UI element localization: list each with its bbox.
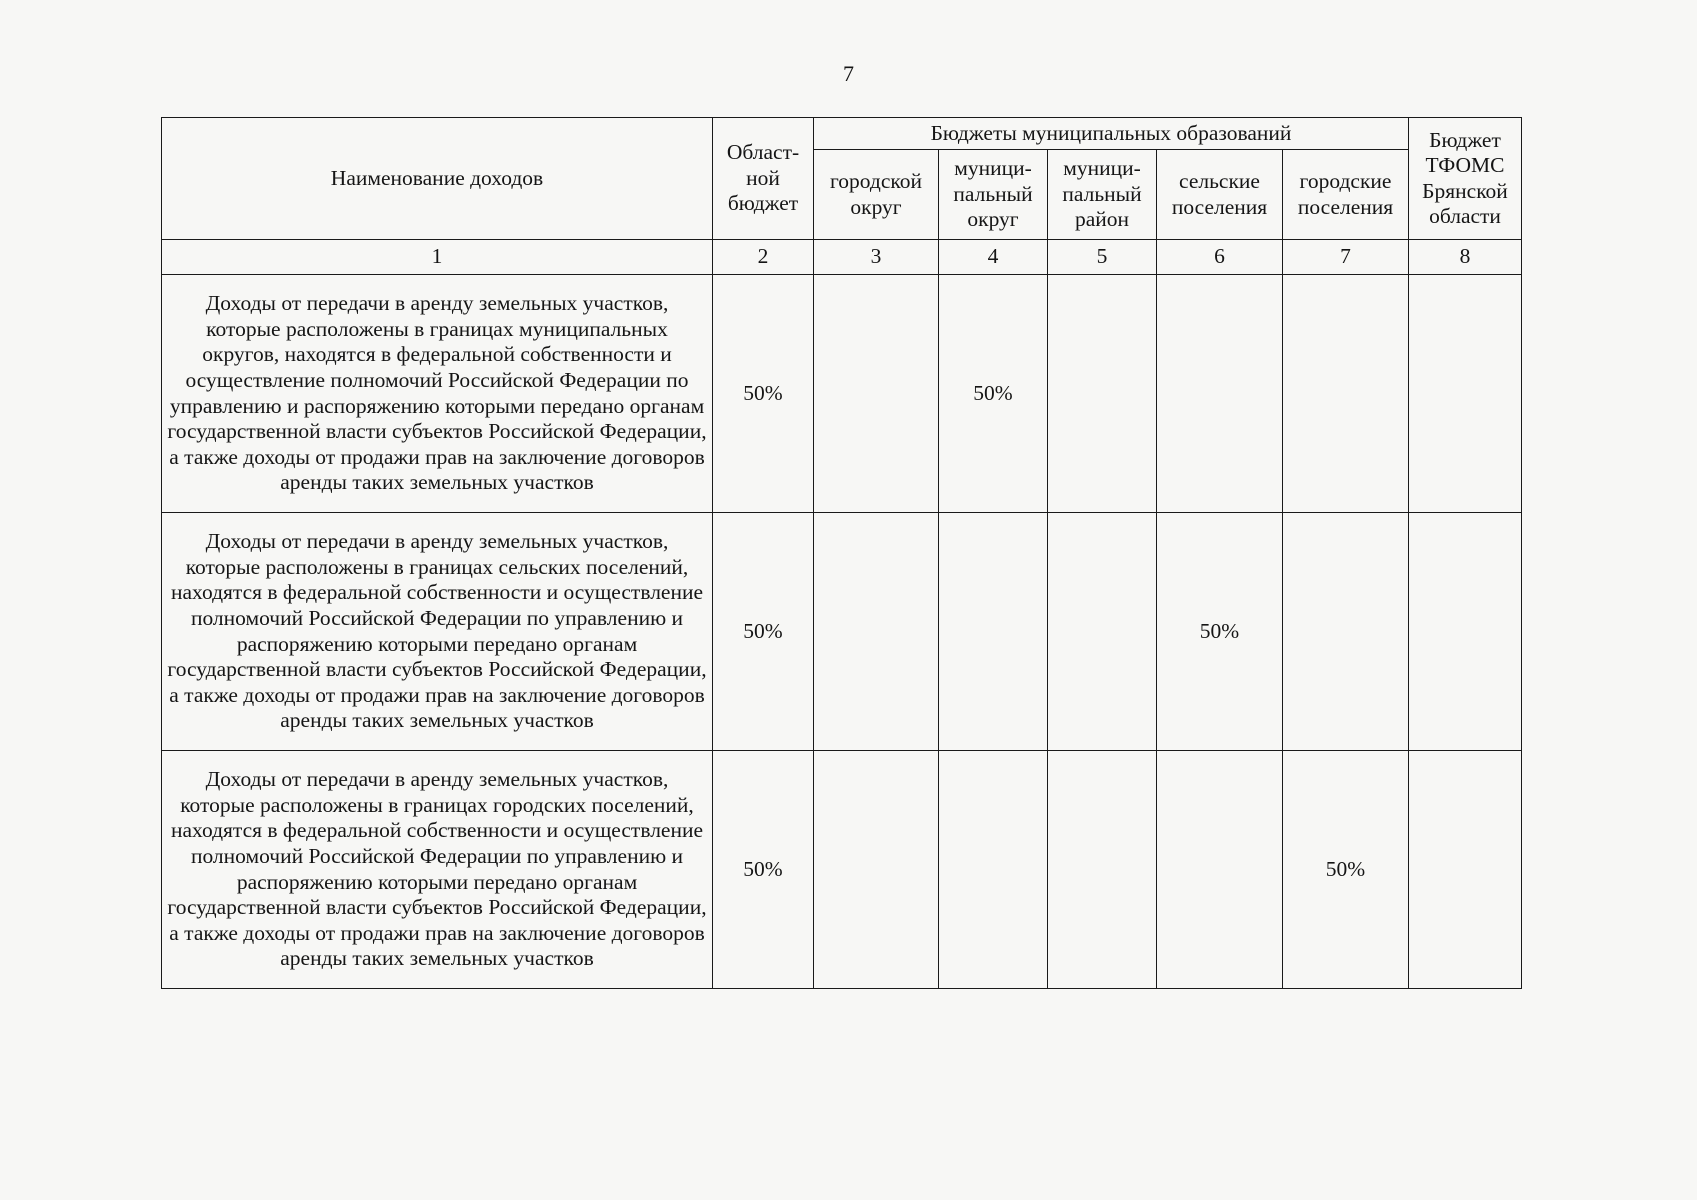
revenue-description: Доходы от передачи в аренду земельных участков, которые расположены в границах сельских поселений, находятся в федеральной собственности и осуществление полномочий Российской Федерации по управлению и распоряжению которыми передано органам государственной власти субъектов Российской Федерации, а также доходы от продажи прав на заключение договоров аренды таких земельных участков bbox=[162, 513, 713, 751]
header-municipal-area: муници- пальный район bbox=[1048, 150, 1157, 240]
header-revenue-name: Наименование доходов bbox=[162, 118, 713, 240]
city-district-share bbox=[814, 513, 939, 751]
column-number: 5 bbox=[1048, 240, 1157, 275]
header-tfoms-budget: Бюджет ТФОМС Брянской области bbox=[1409, 118, 1522, 240]
municipal-district-share bbox=[939, 513, 1048, 751]
urban-settlements-share: 50% bbox=[1283, 751, 1409, 989]
revenue-distribution-table bbox=[161, 117, 1522, 989]
city-district-share bbox=[814, 751, 939, 989]
column-number-row bbox=[162, 240, 1522, 275]
urban-settlements-share bbox=[1283, 275, 1409, 513]
tfoms-share bbox=[1409, 513, 1522, 751]
table-row bbox=[162, 275, 1522, 513]
header-municipal-district: муници- пальный округ bbox=[939, 150, 1048, 240]
header-municipal-budgets: Бюджеты муниципальных образований bbox=[814, 118, 1409, 150]
column-number: 7 bbox=[1283, 240, 1409, 275]
municipal-area-share bbox=[1048, 751, 1157, 989]
city-district-share bbox=[814, 275, 939, 513]
regional-share: 50% bbox=[713, 751, 814, 989]
table-row bbox=[162, 751, 1522, 989]
urban-settlements-share bbox=[1283, 513, 1409, 751]
rural-settlements-share: 50% bbox=[1157, 513, 1283, 751]
column-number: 1 bbox=[162, 240, 713, 275]
column-number: 6 bbox=[1157, 240, 1283, 275]
regional-share: 50% bbox=[713, 513, 814, 751]
table-row bbox=[162, 513, 1522, 751]
municipal-area-share bbox=[1048, 275, 1157, 513]
column-number: 3 bbox=[814, 240, 939, 275]
municipal-district-share bbox=[939, 751, 1048, 989]
column-number: 2 bbox=[713, 240, 814, 275]
municipal-district-share: 50% bbox=[939, 275, 1048, 513]
rural-settlements-share bbox=[1157, 275, 1283, 513]
rural-settlements-share bbox=[1157, 751, 1283, 989]
revenue-description: Доходы от передачи в аренду земельных участков, которые расположены в границах городских поселений, находятся в федеральной собственности и осуществление полномочий Российской Федерации по управлению и распоряжению которыми передано органам государственной власти субъектов Российской Федерации, а также доходы от продажи прав на заключение договоров аренды таких земельных участков bbox=[162, 751, 713, 989]
column-number: 4 bbox=[939, 240, 1048, 275]
revenue-description: Доходы от передачи в аренду земельных участков, которые расположены в границах муниципальных округов, находятся в федеральной собственности и осуществление полномочий Российской Федерации по управлению и распоряжению которыми передано органам государственной власти субъектов Российской Федерации, а также доходы от продажи прав на заключение договоров аренды таких земельных участков bbox=[162, 275, 713, 513]
page-number: 7 bbox=[843, 61, 854, 86]
header-regional-budget: Област- ной бюджет bbox=[713, 118, 814, 240]
header-urban-settlements: городские поселения bbox=[1283, 150, 1409, 240]
regional-share: 50% bbox=[713, 275, 814, 513]
tfoms-share bbox=[1409, 751, 1522, 989]
municipal-area-share bbox=[1048, 513, 1157, 751]
tfoms-share bbox=[1409, 275, 1522, 513]
header-rural-settlements: сельские поселения bbox=[1157, 150, 1283, 240]
column-number: 8 bbox=[1409, 240, 1522, 275]
header-city-district: городской округ bbox=[814, 150, 939, 240]
